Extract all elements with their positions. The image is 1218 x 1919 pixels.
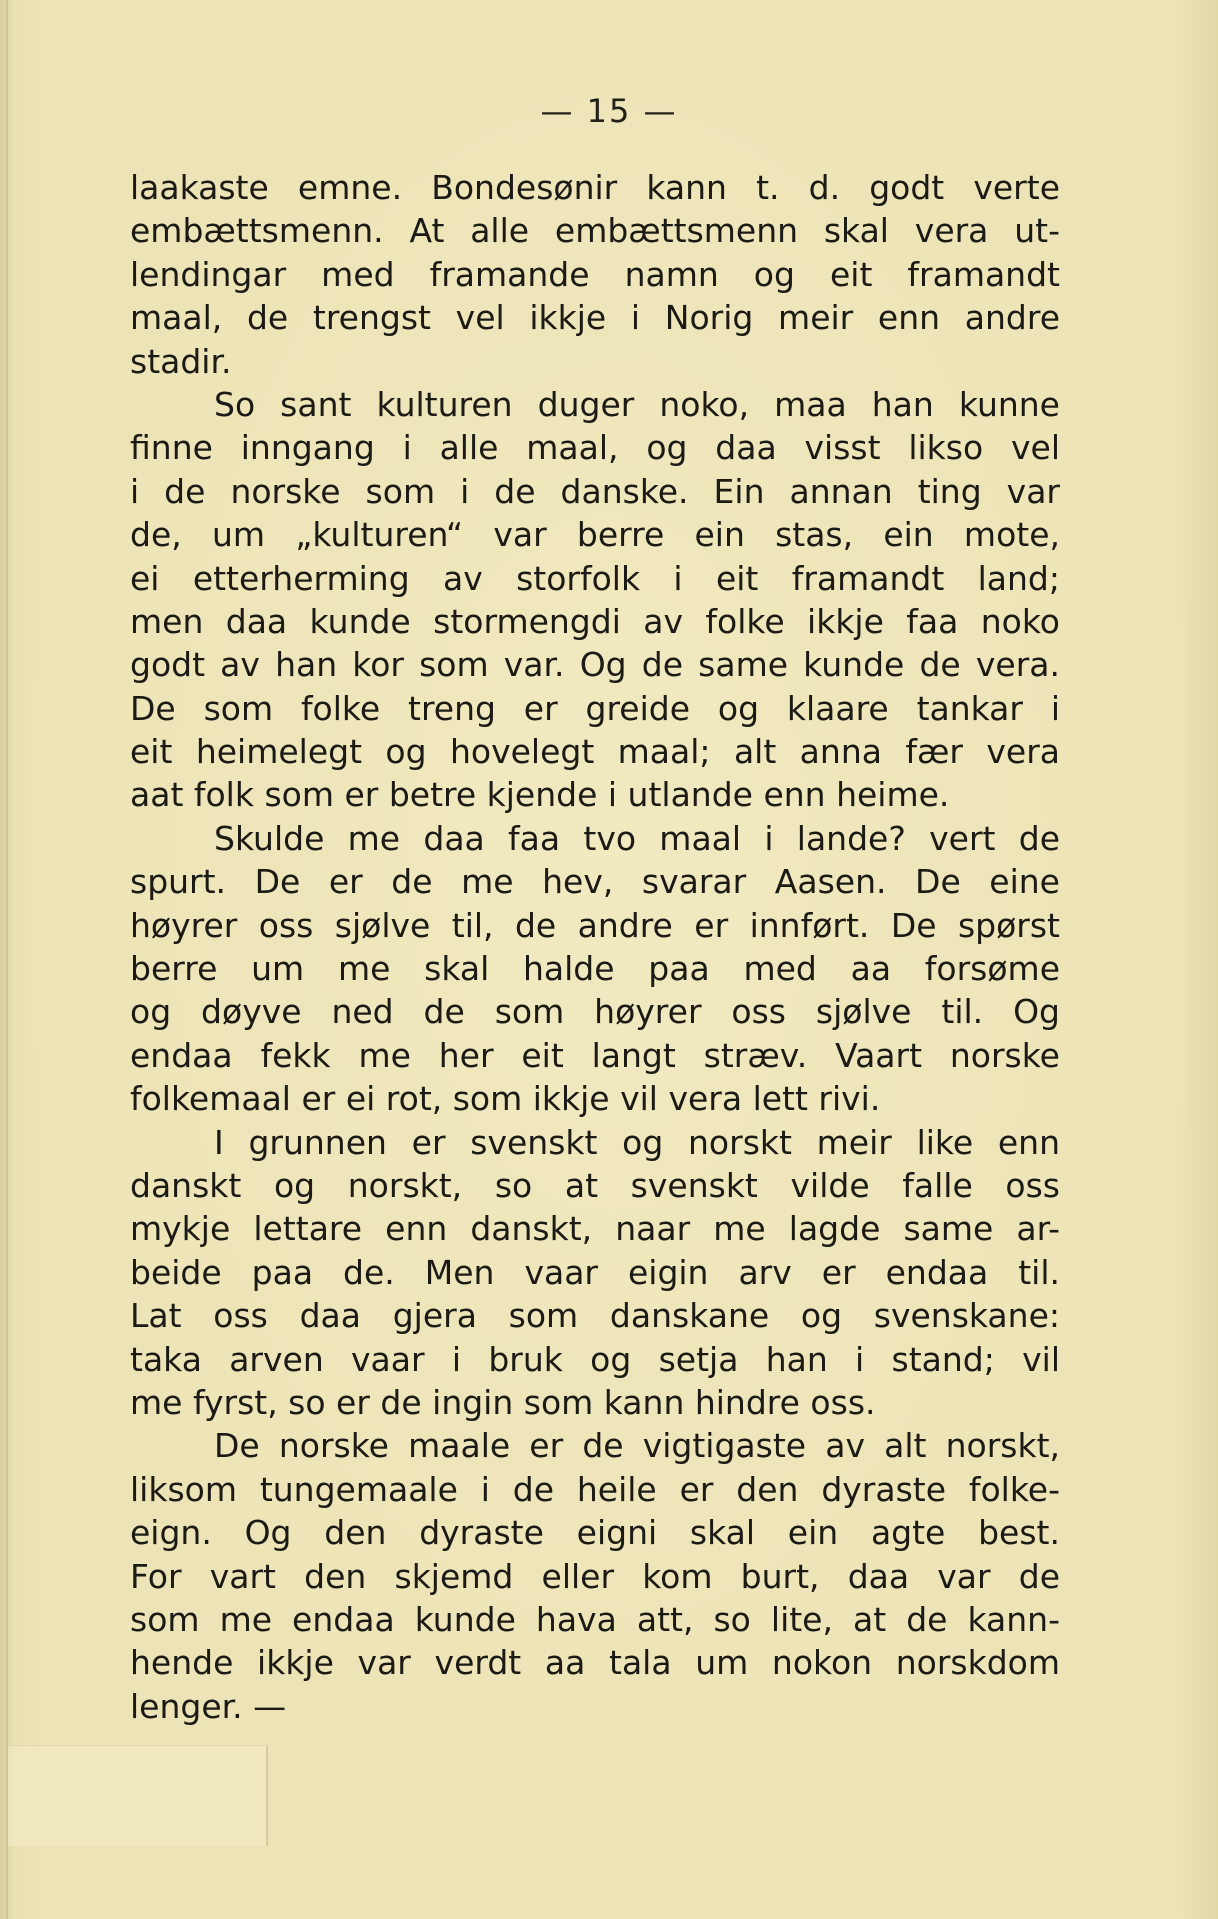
text-line: De norske maale er de vigtigaste av alt norskt, bbox=[214, 1426, 1060, 1466]
text-line: liksom tungemaale i de heile er den dyraste folke- bbox=[130, 1469, 1060, 1509]
paper-scrap bbox=[8, 1745, 268, 1846]
text-line: laakaste emne. Bondesønir kann t. d. godt verte bbox=[130, 168, 1060, 207]
text-line: For vart den skjemd eller kom burt, daa var de bbox=[130, 1556, 1060, 1596]
text-line: ei etterherming av storfolk i eit framandt land; bbox=[130, 558, 1060, 598]
text-line: de, um „kulturen“ var berre ein stas, ein mote, bbox=[130, 515, 1060, 555]
text-line: endaa fekk me her eit langt stræv. Vaart norske bbox=[130, 1035, 1060, 1075]
text-line: godt av han kor som var. Og de same kunde de vera. bbox=[130, 645, 1060, 685]
text-line: folkemaal er ei rot, som ikkje vil vera lett rivi. bbox=[130, 1079, 881, 1119]
text-line: finne inngang i alle maal, og daa visst likso vel bbox=[130, 428, 1060, 468]
text-line: men daa kunde stormengdi av folke ikkje faa noko bbox=[130, 601, 1060, 641]
text-line: danskt og norskt, so at svenskt vilde falle oss bbox=[130, 1165, 1060, 1205]
text-line: spurt. De er de me hev, svarar Aasen. De eine bbox=[130, 862, 1060, 902]
text-line: Skulde me daa faa tvo maal i lande? vert de bbox=[214, 818, 1060, 858]
page-edge bbox=[6, 0, 8, 1919]
text-line: og døyve ned de som høyrer oss sjølve til. Og bbox=[130, 992, 1060, 1032]
text-line: høyrer oss sjølve til, de andre er innført. De spørst bbox=[130, 905, 1060, 945]
text-line: aat folk som er betre kjende i utlande enn heime. bbox=[130, 775, 950, 815]
text-line: lendingar med framande namn og eit framandt bbox=[130, 254, 1060, 294]
text-line: maal, de trengst vel ikkje i Norig meir enn andre bbox=[130, 298, 1060, 338]
text-line: lenger. — bbox=[130, 1686, 287, 1726]
text-line: som me endaa kunde hava att, so lite, at de kann- bbox=[130, 1599, 1060, 1639]
text-line: So sant kulturen duger noko, maa han kunne bbox=[214, 384, 1060, 424]
text-line: berre um me skal halde paa med aa forsøme bbox=[130, 949, 1060, 989]
text-line: mykje lettare enn danskt, naar me lagde same ar- bbox=[130, 1209, 1060, 1249]
body-text bbox=[130, 166, 1060, 1728]
text-line: beide paa de. Men vaar eigin arv er endaa til. bbox=[130, 1252, 1060, 1292]
text-line: embættsmenn. At alle embættsmenn skal vera ut- bbox=[130, 211, 1060, 251]
text-line: i de norske som i de danske. Ein annan ting var bbox=[130, 471, 1060, 511]
text-line: eign. Og den dyraste eigni skal ein agte best. bbox=[130, 1513, 1060, 1553]
text-line: I grunnen er svenskt og norskt meir like enn bbox=[214, 1122, 1060, 1162]
text-line: eit heimelegt og hovelegt maal; alt anna fær vera bbox=[130, 732, 1060, 772]
text-line: me fyrst, so er de ingin som kann hindre oss. bbox=[130, 1382, 876, 1422]
page-number: — 15 — bbox=[540, 92, 678, 130]
text-line: stadir. bbox=[130, 341, 232, 381]
text-line: hende ikkje var verdt aa tala um nokon norskdom bbox=[130, 1643, 1060, 1683]
text-line: taka arven vaar i bruk og setja han i stand; vil bbox=[130, 1339, 1060, 1379]
text-line: Lat oss daa gjera som danskane og svenskane: bbox=[130, 1296, 1060, 1336]
text-line: De som folke treng er greide og klaare tankar i bbox=[130, 688, 1060, 728]
